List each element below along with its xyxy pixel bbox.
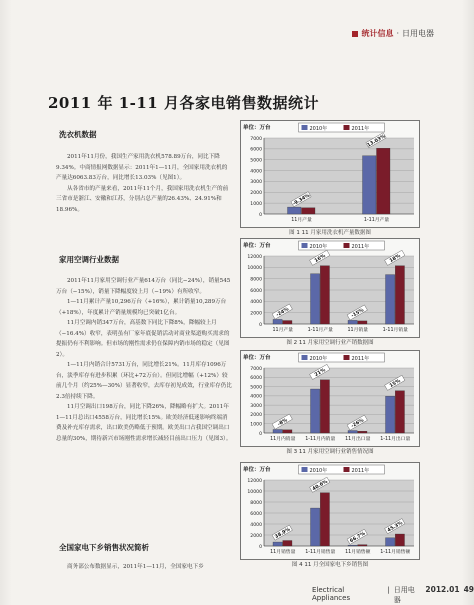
bar <box>288 207 302 214</box>
paragraph: 2011年11月家用空调行业产量614万台（同比−24%），销量545万台（−15%），销量下降幅度较上月（−19%）有所收窄。 <box>56 278 231 295</box>
section-heading-rural: 全国家电下乡销售状况简析 <box>59 543 149 552</box>
x-tick-label: 11月内销量 <box>270 437 296 442</box>
legend-label: 2010年 <box>309 356 328 362</box>
paragraph: 11月空调出口198万台，同比下降26%，降幅略有扩大。2011年1—11月总出口4558万台，同比增长15%。欧美经济低迷影响终端消费及补充库存需求，出口欧美仍略低于预期。欧美出口占我国空调出口总量的30%，期待新兴市场刚性需求增长减轻目前出口压力（见图3）。 <box>56 404 232 442</box>
bar <box>348 320 357 324</box>
chart-4-svg <box>240 462 420 560</box>
y-tick-label: 5000 <box>250 158 262 164</box>
chart-unit-label: 单位：万台 <box>243 243 271 249</box>
data-label: 18% <box>389 253 402 264</box>
bar <box>395 391 404 433</box>
bar <box>273 429 282 433</box>
header-separator: · <box>396 29 399 38</box>
chart-1-svg <box>240 120 420 228</box>
bar <box>363 156 377 214</box>
paragraph: 从各省市的产量来看，2011年11个月，我国家用洗衣机生产的前三省市是浙江、安徽和江苏，分别占总产量的26.43%、24.91%和18.96%。 <box>56 185 229 213</box>
x-tick-label: 1-11月出口量 <box>380 437 411 442</box>
legend-label: 2011年 <box>351 126 370 132</box>
bar <box>377 148 391 214</box>
plot-area <box>264 138 414 214</box>
legend-swatch <box>344 467 350 472</box>
chart-unit-label: 单位：万台 <box>243 125 271 131</box>
legend-swatch <box>302 467 308 472</box>
header-square-icon <box>352 31 358 37</box>
y-tick-label: 8000 <box>250 500 262 506</box>
paragraph: 商务部公布数据显示，2011年1—11月，全国家电下乡 <box>67 564 204 570</box>
bar <box>283 541 292 547</box>
y-tick-label: 10000 <box>247 266 262 272</box>
y-tick-label: 2000 <box>250 311 262 317</box>
bar <box>320 380 329 433</box>
footer-column: 日用电器 <box>393 586 415 604</box>
x-tick-label: 1-11月产量 <box>307 328 333 333</box>
page-number: 49 <box>463 585 474 594</box>
bar <box>283 321 292 324</box>
figure-4 <box>240 462 420 572</box>
legend-swatch <box>344 355 350 360</box>
bar <box>348 431 357 433</box>
page-footer <box>312 585 474 605</box>
legend-swatch <box>302 243 308 248</box>
data-label: 15% <box>389 378 402 389</box>
section-body-washer <box>56 152 232 215</box>
x-tick-label: 11月产量 <box>291 218 312 223</box>
x-tick-label: 1-11月销售量 <box>305 550 336 555</box>
data-label: 16% <box>314 253 327 264</box>
paragraph: 1—11月累计产量10,296万台（+16%），累计销量10,289万台（+18%），年度累计产销量规模均已突破1亿台。 <box>56 299 227 316</box>
bar <box>273 319 282 324</box>
bar <box>283 430 292 433</box>
section-heading-washer: 洗衣机数据 <box>59 130 97 139</box>
y-tick-label: 0 <box>259 544 262 550</box>
bar <box>386 275 395 324</box>
y-tick-label: 10000 <box>247 489 262 495</box>
chart-unit-label: 单位：万台 <box>243 355 271 361</box>
legend-label: 2011年 <box>351 244 370 250</box>
paragraph: 1—11月内销合计5731万台，同比增长21%。11月库存1096万台，淡季库存有进步积累（环比+72万台）。但同比增幅（+12%）较前几个月（约25%—30%）显著收窄，去库存初见成效，行业库存仍比2.3倍持续下降。 <box>56 362 232 400</box>
y-tick-label: 2000 <box>250 191 262 197</box>
x-tick-label: 1-11月销售额 <box>380 550 411 555</box>
bar <box>311 508 320 546</box>
legend-label: 2011年 <box>351 356 370 362</box>
footer-bar: | <box>387 586 390 594</box>
paragraph: 2011年11月份，我国生产家用洗衣机578.89万台，同比下降9.34%。中商情报网数据显示：2011年1—11月，全国家用洗衣机的产量达6063.83万台，同比增长13.03%（见图1）。 <box>56 154 228 181</box>
y-tick-label: 0 <box>259 212 262 218</box>
y-tick-label: 4000 <box>250 169 262 175</box>
data-label: 40.6% <box>311 479 329 493</box>
y-tick-label: 4000 <box>250 522 262 528</box>
y-tick-label: 12000 <box>247 254 262 260</box>
y-tick-label: 12000 <box>247 478 262 484</box>
y-tick-label: 7000 <box>250 366 262 372</box>
legend-swatch <box>344 125 350 130</box>
data-label: -24% <box>275 307 290 319</box>
x-tick-label: 1-11月销量 <box>382 328 408 333</box>
data-label: -8% <box>277 418 289 428</box>
bar <box>311 274 320 324</box>
y-tick-label: 2000 <box>250 413 262 419</box>
data-label: 66.7% <box>349 531 367 545</box>
data-label: -26% <box>350 418 365 430</box>
figure-3 <box>240 350 420 458</box>
y-tick-label: 5000 <box>250 385 262 391</box>
y-tick-label: 4000 <box>250 394 262 400</box>
figure-caption: 图 2 11 月家用空调行业产销数据图 <box>286 340 374 346</box>
legend-swatch <box>344 243 350 248</box>
figure-caption: 图 1 11 月家用洗衣机产量数据图 <box>289 230 371 236</box>
y-tick-label: 6000 <box>250 511 262 517</box>
bar <box>395 534 404 546</box>
page-title: 2011 年 1-11 月各家电销售数据统计 <box>48 94 319 112</box>
x-tick-label: 11月产量 <box>272 328 293 333</box>
bar <box>358 431 367 433</box>
data-label: 38.9% <box>274 527 292 541</box>
header-section: 统计信息 <box>361 29 394 38</box>
y-tick-label: 2000 <box>250 533 262 539</box>
data-label: 21% <box>314 368 327 379</box>
y-tick-label: 3000 <box>250 180 262 186</box>
y-tick-label: 1000 <box>250 422 262 428</box>
section-body-rural <box>56 562 232 573</box>
x-tick-label: 1-11月产量 <box>363 218 390 223</box>
x-tick-label: 11月出口量 <box>345 437 371 442</box>
footer-magazine: Electrical Appliances <box>312 586 351 602</box>
bar <box>273 542 282 546</box>
y-tick-label: 8000 <box>250 277 262 283</box>
y-tick-label: 6000 <box>250 376 262 382</box>
section-body-aircon <box>56 276 232 444</box>
x-tick-label: 11月销量 <box>347 328 368 333</box>
figure-2 <box>240 238 420 350</box>
y-tick-label: 6000 <box>250 288 262 294</box>
x-tick-label: 11月销售额 <box>345 550 371 555</box>
paragraph: 11月空调内销347万台，高基数下同比下降8%，降幅较上月（−16.4%）收窄，表明虽有厂家年底促销活动对商业渠道购买需求的提振仍有不利影响。但市场的刚性需求仍在保障内销市场的稳定（见图2）。 <box>56 320 230 358</box>
x-tick-label: 1-11月内销量 <box>305 437 336 442</box>
figure-caption: 图 4 11 月全国家电下乡销售图 <box>291 562 369 568</box>
y-tick-label: 1000 <box>250 201 262 207</box>
data-label: -9.34% <box>292 193 311 208</box>
x-tick-label: 11月销售量 <box>270 550 296 555</box>
bar <box>320 493 329 546</box>
bar <box>348 545 357 546</box>
running-header <box>352 28 434 39</box>
legend-swatch <box>302 125 308 130</box>
legend-label: 2010年 <box>309 468 328 474</box>
bar <box>395 266 404 324</box>
chart-unit-label: 单位：万台 <box>243 467 271 473</box>
bar <box>302 208 316 214</box>
chart-2-svg <box>240 238 420 338</box>
bar <box>358 321 367 324</box>
legend-label: 2010年 <box>309 126 328 132</box>
chart-3-svg <box>240 350 420 447</box>
y-tick-label: 6000 <box>250 147 262 153</box>
legend-label: 2010年 <box>309 244 328 250</box>
header-column: 日用电器 <box>402 29 434 38</box>
bar <box>311 389 320 433</box>
bar <box>358 545 367 546</box>
y-tick-label: 3000 <box>250 403 262 409</box>
figure-caption: 图 3 11 月家用空调行业销售情况图 <box>286 449 374 455</box>
bar <box>320 266 329 324</box>
footer-issue: 2012.01 <box>425 585 460 594</box>
y-tick-label: 0 <box>259 431 262 437</box>
y-tick-label: 0 <box>259 322 262 328</box>
y-tick-label: 7000 <box>250 136 262 142</box>
figure-1 <box>240 120 420 240</box>
data-label: 13.03% <box>366 134 387 149</box>
y-tick-label: 4000 <box>250 300 262 306</box>
bar <box>386 396 395 433</box>
bar <box>386 538 395 546</box>
legend-swatch <box>302 355 308 360</box>
section-heading-aircon: 家用空调行业数据 <box>59 255 119 264</box>
legend-label: 2011年 <box>351 468 370 474</box>
data-label: -15% <box>350 308 365 320</box>
data-label: 45.3% <box>386 520 404 534</box>
